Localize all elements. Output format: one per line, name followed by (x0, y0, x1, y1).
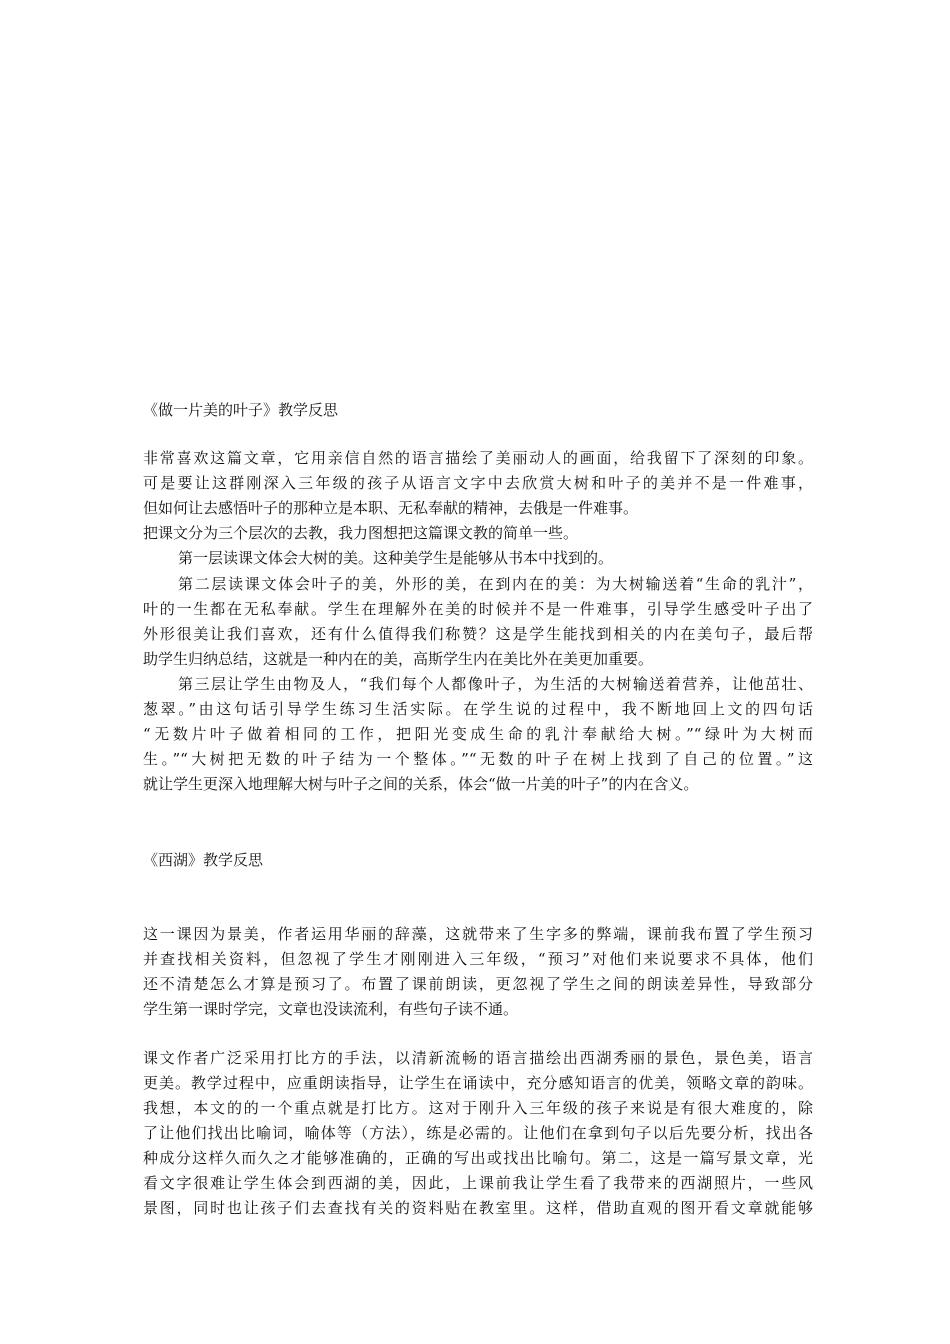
paragraph-line: 看文字很难让学生体会到西湖的美，因此，上课前我让学生看了我带来的西湖照片，一些风 (143, 1174, 813, 1192)
paragraph-line: 可是要让这群刚深入三年级的孩子从语言文字中去欣赏大树和叶子的美并不是一件难事， (143, 474, 813, 492)
paragraph-line: 更美。教学过程中，应重朗读指导，让学生在诵读中，充分感知语言的优美，领略文章的韵味。 (143, 1074, 813, 1092)
layer3-line: “无数片叶子做着相同的工作，把阳光变成生命的乳汁奉献给大树。”“绿叶为大树而 (143, 725, 813, 743)
paragraph-line: 了让他们找出比喻词，喻体等（方法），练是必需的。让他们在拿到句子以后先要分析，找出各 (143, 1124, 813, 1142)
paragraph-line: 把课文分为三个层次的去教，我力图想把这篇课文教的简单一些。 (143, 524, 579, 542)
paragraph-line: 非常喜欢这篇文章，它用亲信自然的语言描绘了美丽动人的画面，给我留下了深刻的印象。 (143, 449, 813, 467)
paragraph-line: 种成分这样久而久之才能够准确的，正确的写出或找出比喻句。第二，这是一篇写景文章，光 (143, 1149, 813, 1167)
layer3-line: 生。”“大树把无数的叶子结为一个整体。”“无数的叶子在树上找到了自己的位置。”这 (143, 750, 813, 768)
layer2-line: 外形很美让我们喜欢，还有什么值得我们称赞？这是学生能找到相关的内在美句子，最后帮 (143, 625, 813, 643)
paragraph-line: 我想，本文的的一个重点就是打比方。这对于刚升入三年级的孩子来说是有很大难度的，除 (143, 1099, 813, 1117)
layer1-line: 第一层读课文体会大树的美。这种美学生是能够从书本中找到的。 (178, 549, 614, 567)
paragraph-line: 还不清楚怎么才算是预习了。布置了课前朗读，更忽视了学生之间的朗读差异性，导致部分 (143, 975, 813, 993)
section1-title: 《做一片美的叶子》教学反思 (143, 401, 339, 419)
paragraph-line: 但如何让去感悟叶子的那种立是本职、无私奉献的精神，去俄是一件难事。 (143, 499, 639, 517)
paragraph-line: 学生第一课时学完，文章也没读流利，有些句子读不通。 (143, 1000, 519, 1018)
layer3-line: 就让学生更深入地理解大树与叶子之间的关系，体会“做一片美的叶子”的内在含义。 (143, 775, 699, 793)
section2-title: 《西湖》教学反思 (143, 851, 264, 869)
paragraph-line: 景图，同时也让孩子们去查找有关的资料贴在教室里。这样，借助直观的图开看文章就能够 (143, 1199, 813, 1217)
layer2-line: 第二层读课文体会叶子的美，外形的美，在到内在的美：为大树输送着“生命的乳汁”， (178, 575, 813, 593)
layer2-line: 叶的一生都在无私奉献。学生在理解外在美的时候并不是一件难事，引导学生感受叶子出了 (143, 600, 813, 618)
paragraph-line: 这一课因为景美，作者运用华丽的辞藻，这就带来了生字多的弊端，课前我布置了学生预习 (143, 925, 813, 943)
layer3-line: 葱翠。”由这句话引导学生练习生活实际。在学生说的过程中，我不断地回上文的四句话 (143, 700, 813, 718)
paragraph-line: 课文作者广泛采用打比方的手法，以清新流畅的语言描绘出西湖秀丽的景色，景色美，语言 (143, 1049, 813, 1067)
paragraph-line: 并查找相关资料，但忽视了学生才刚刚进入三年级，“预习”对他们来说要求不具体，他们 (143, 950, 813, 968)
layer3-line: 第三层让学生由物及人，“我们每个人都像叶子，为生活的大树输送着营养，让他茁壮、 (178, 675, 813, 693)
layer2-line: 助学生归纳总结，这就是一种内在的美，高斯学生内在美比外在美更加重要。 (143, 650, 654, 668)
